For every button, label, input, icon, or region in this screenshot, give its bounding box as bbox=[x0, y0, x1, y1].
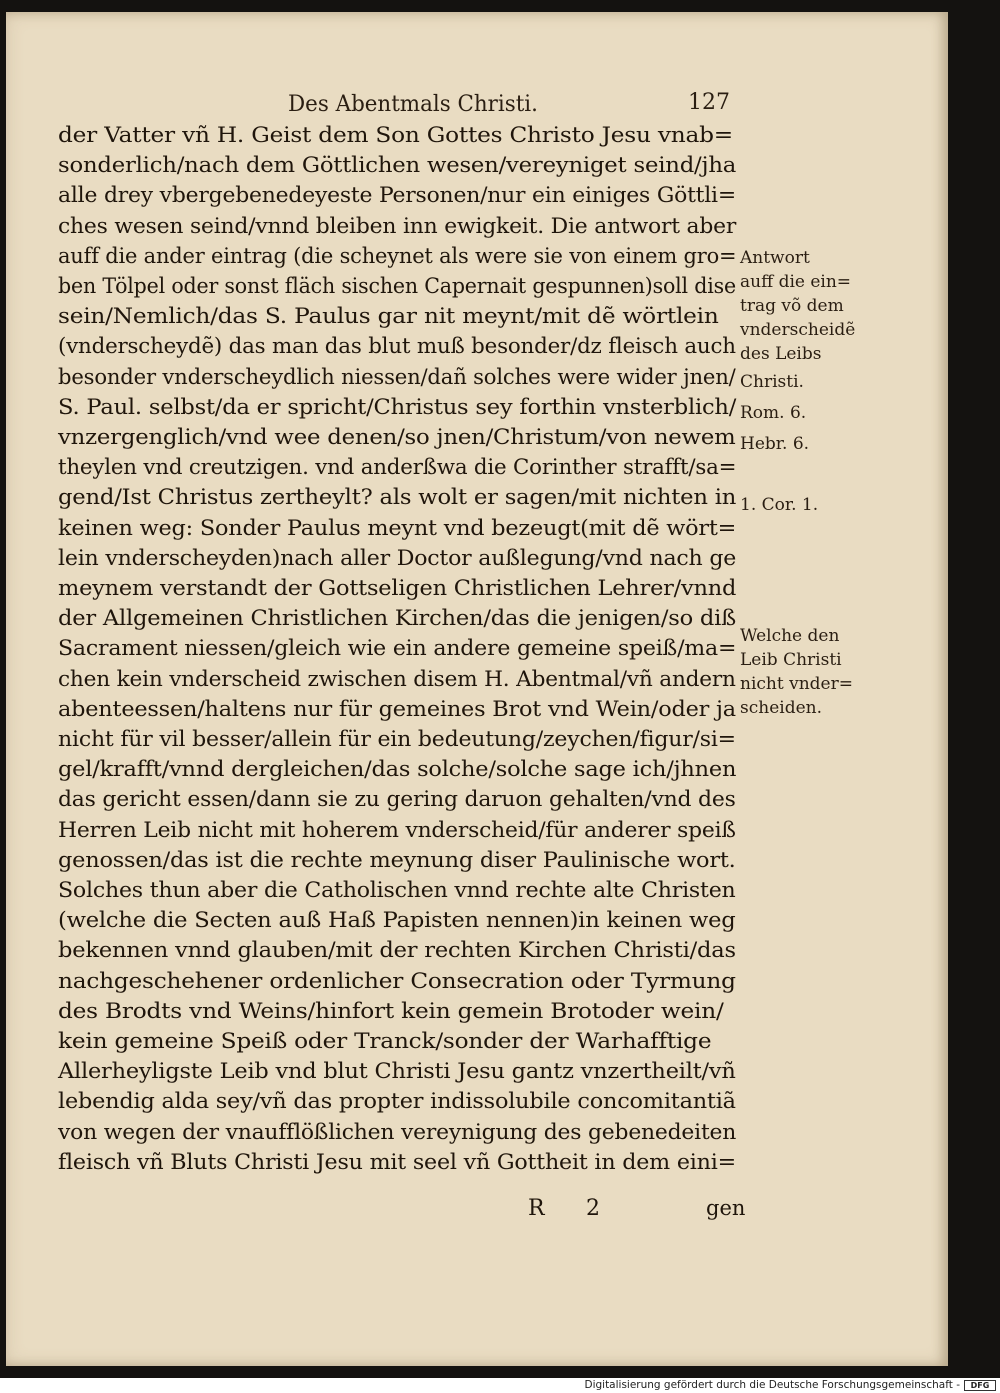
text-line: besonder vnderscheydlich niessen/dañ solches were wider jnen/ bbox=[58, 364, 736, 390]
text-line: nicht für vil besser/allein für ein bedeutung/zeychen/figur/si= bbox=[58, 727, 736, 752]
text-line: der Allgemeinen Christlichen Kirchen/das die jenigen/so diß bbox=[58, 606, 737, 632]
margin-note: 1. Cor. 1. bbox=[740, 495, 819, 515]
margin-note: Antwort bbox=[740, 248, 810, 268]
margin-note: Christi. bbox=[740, 372, 804, 392]
text-line: lebendig alda sey/vñ das propter indissolubile concomitantiã bbox=[58, 1089, 736, 1115]
running-title: Des Abentmals Christi. bbox=[288, 92, 538, 117]
text-line: ches wesen seind/vnnd bleiben inn ewigkeit. Die antwort aber bbox=[58, 213, 737, 239]
text-line: keinen weg: Sonder Paulus meynt vnd bezeugt(mit dẽ wört= bbox=[58, 515, 737, 541]
text-line: des Brodts vnd Weins/hinfort kein gemein Brotoder wein/ bbox=[58, 998, 724, 1024]
margin-note: nicht vnder= bbox=[740, 674, 853, 694]
text-line: auff die ander eintrag (die scheynet als were sie von einem gro= bbox=[58, 243, 737, 269]
margin-note: vnderscheidẽ bbox=[740, 320, 856, 340]
text-line: Sacrament niessen/gleich wie ein andere gemeine speiß/ma= bbox=[58, 636, 737, 662]
text-line: gel/krafft/vnnd dergleichen/das solche/solche sage ich/jhnen bbox=[58, 757, 737, 783]
text-line: bekennen vnnd glauben/mit der rechten Kirchen Christi/das bbox=[58, 938, 736, 964]
text-line: meynem verstandt der Gottseligen Christlichen Lehrer/vnnd bbox=[58, 576, 737, 601]
text-line: lein vnderscheyden)nach aller Doctor außlegung/vnd nach ge bbox=[58, 545, 737, 571]
text-line: das gericht essen/dann sie zu gering daruon gehalten/vnd des bbox=[58, 787, 736, 813]
text-line: abenteessen/haltens nur für gemeines Brot vnd Wein/oder ja bbox=[58, 696, 736, 722]
dfg-logo: DFG bbox=[964, 1380, 996, 1391]
text-line: Herren Leib nicht mit hoherem vnderscheid/für anderer speiß bbox=[58, 817, 736, 843]
signature-mark: R bbox=[528, 1196, 545, 1221]
margin-note: auff die ein= bbox=[740, 272, 852, 292]
text-line: (welche die Secten auß Haß Papisten nennen)in keinen weg bbox=[58, 908, 736, 934]
text-line: sein/Nemlich/das S. Paulus gar nit meynt/mit dẽ wörtlein bbox=[58, 304, 719, 330]
signature-number: 2 bbox=[586, 1196, 600, 1221]
text-line: Allerheyligste Leib vnd blut Christi Jesu gantz vnzertheilt/vñ bbox=[58, 1059, 736, 1085]
text-line: chen kein vnderscheid zwischen disem H. Abentmal/vñ andern bbox=[58, 666, 736, 692]
text-line: nachgeschehener ordenlicher Consecration oder Tyrmung bbox=[58, 968, 736, 994]
page-number: 127 bbox=[688, 90, 730, 115]
text-line: sonderlich/nach dem Göttlichen wesen/vereyniget seind/jha bbox=[58, 153, 737, 179]
text-line: von wegen der vnaufflößlichen vereynigung des gebenedeiten bbox=[58, 1119, 737, 1145]
margin-note: des Leibs bbox=[740, 344, 822, 364]
text-line: vnzergenglich/vnd wee denen/so jnen/Christum/von newem bbox=[58, 425, 736, 450]
catchword: gen bbox=[706, 1196, 746, 1220]
margin-note: Leib Christi bbox=[740, 650, 842, 670]
text-line: der Vatter vñ H. Geist dem Son Gottes Christo Jesu vnab= bbox=[58, 123, 734, 148]
margin-note: trag võ dem bbox=[740, 296, 844, 316]
text-line: theylen vnd creutzigen. vnd anderßwa die Corinther strafft/sa= bbox=[58, 455, 737, 481]
text-line: kein gemeine Speiß oder Tranck/sonder der Warhafftige bbox=[58, 1029, 712, 1054]
text-line: gend/Ist Christus zertheylt? als wolt er sagen/mit nichten in bbox=[58, 485, 737, 511]
text-line: (vnderscheydẽ) das man das blut muß besonder/dz fleisch auch bbox=[58, 334, 736, 360]
digitization-notice: Digitalisierung gefördert durch die Deutsche Forschungsgemeinschaft - bbox=[584, 1379, 960, 1391]
text-line: genossen/das ist die rechte meynung diser Paulinische wort. bbox=[58, 847, 736, 873]
margin-note: Hebr. 6. bbox=[740, 434, 810, 454]
margin-note: Rom. 6. bbox=[740, 403, 807, 423]
text-line: ben Tölpel oder sonst fläch sischen Capernait gespunnen)soll dise bbox=[58, 274, 736, 299]
text-line: fleisch vñ Bluts Christi Jesu mit seel vñ Gottheit in dem eini= bbox=[58, 1149, 737, 1175]
margin-note: scheiden. bbox=[740, 698, 822, 718]
text-line: S. Paul. selbst/da er spricht/Christus sey forthin vnsterblich/ bbox=[58, 394, 737, 420]
text-line: alle drey vbergebenedeyeste Personen/nur ein einiges Göttli= bbox=[58, 183, 736, 209]
text-line: Solches thun aber die Catholischen vnnd rechte alte Christen bbox=[58, 878, 736, 903]
margin-note: Welche den bbox=[740, 626, 840, 646]
